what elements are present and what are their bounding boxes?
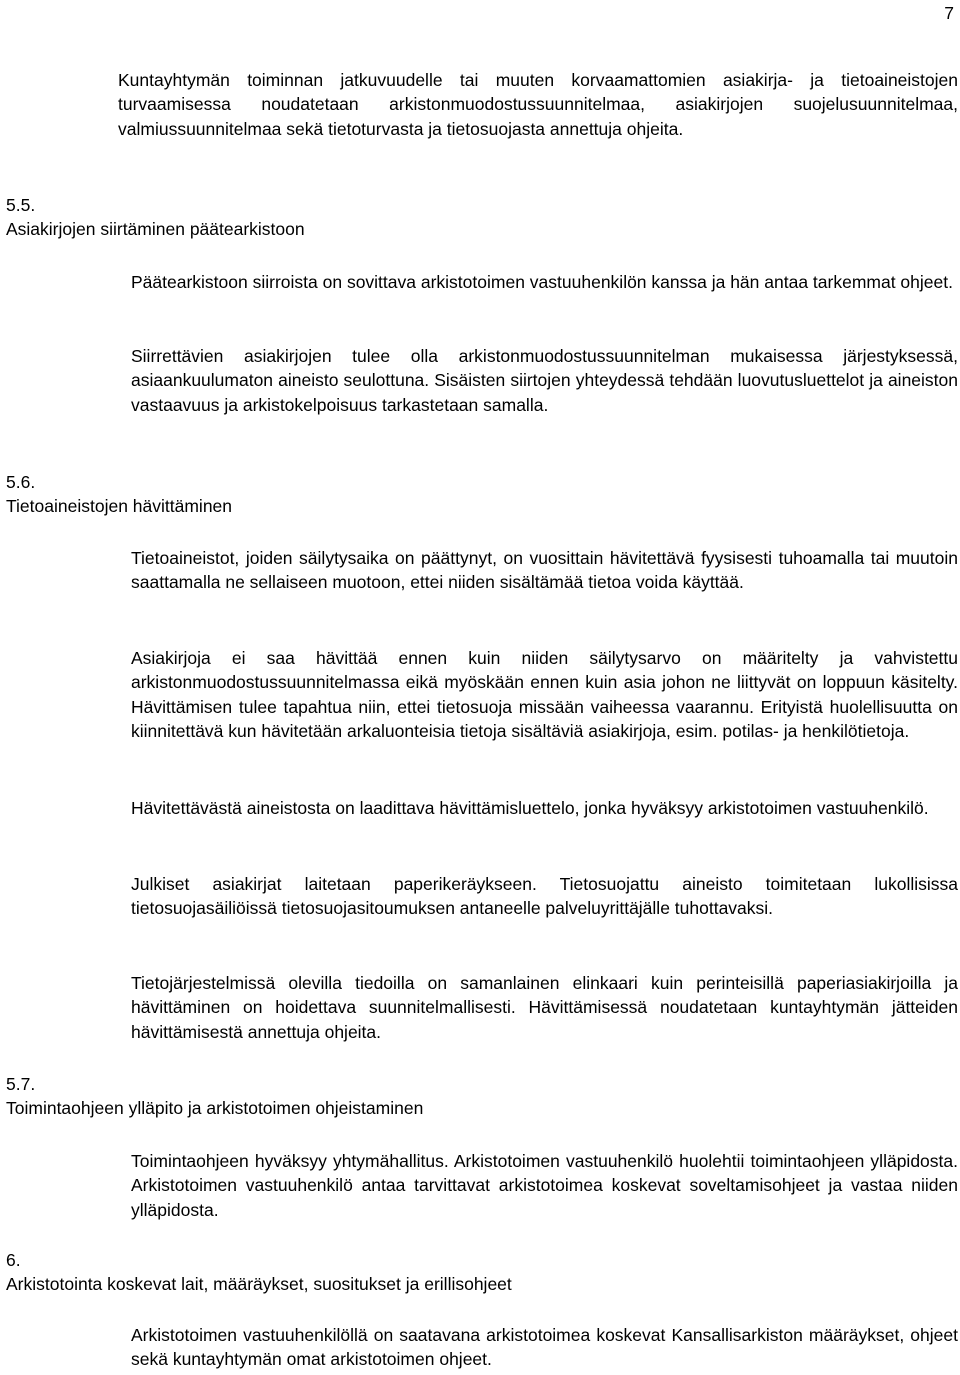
- paragraph: Tietoaineistot, joiden säilytysaika on päättynyt, on vuosittain hävitettävä fyysisesti tuhoamalla tai muutoin saattamalla ne sellaiseen muotoon, ettei niiden sisältämää tietoa voida käyttää.: [131, 548, 958, 593]
- section-heading-6: [6, 1248, 512, 1297]
- paragraph: Julkiset asiakirjat laitetaan paperikeräykseen. Tietosuojattu aineisto toimitetaan lukollisissa tietosuojasäiliöissä tietosuojasitoumuksen antaneelle palveluyrittäjälle tuhottavaksi.: [131, 874, 958, 919]
- section-number: 5.5.: [6, 195, 36, 215]
- paragraph: Toimintaohjeen hyväksyy yhtymähallitus. Arkistotoimen vastuuhenkilö huolehtii toimintaohjeen ylläpidosta. Arkistotoimen vastuuhenkilö antaa tarvittavat arkistotoimea koskevat soveltamisohjeet ja vastaa niiden ylläpidosta.: [131, 1151, 958, 1220]
- paragraph: Tietojärjestelmissä olevilla tiedoilla on samanlainen elinkaari kuin perinteisillä paperiasiakirjoilla ja hävittäminen on hoidettava suunnitelmallisesti. Hävittämisessä noudatetaan kuntayhtymän jätteiden hävittämisestä annettuja ohjeita.: [131, 973, 958, 1042]
- paragraph: Siirrettävien asiakirjojen tulee olla arkistonmuodostussuunnitelman mukaisessa järjestyksessä, asiaankuulumaton aineisto seulottuna. Sisäisten siirtojen yhteydessä tehdään luovutusluettelot ja aineiston vastaavuus ja arkistokelpoisuus tarkastetaan samalla.: [131, 346, 958, 415]
- paragraph: Arkistotoimen vastuuhenkilöllä on saatavana arkistotoimea koskevat Kansallisarkiston määräykset, ohjeet sekä kuntayhtymän omat arkistotoimen ohjeet.: [131, 1325, 958, 1370]
- section-title: Tietoaineistojen hävittäminen: [6, 496, 233, 517]
- section-title: Asiakirjojen siirtäminen päätearkistoon: [6, 219, 305, 240]
- section-heading-5-5: [6, 193, 305, 242]
- section-heading-5-6: [6, 470, 232, 519]
- section-title: Toimintaohjeen ylläpito ja arkistotoimen ohjeistaminen: [6, 1098, 424, 1119]
- paragraph: Päätearkistoon siirroista on sovittava arkistotoimen vastuuhenkilön kanssa ja hän antaa tarkemmat ohjeet.: [131, 272, 953, 292]
- paragraph: Kuntayhtymän toiminnan jatkuvuudelle tai muuten korvaamattomien asiakirja- ja tietoaineistojen turvaamisessa noudatetaan arkistonmuodostussuunnitelmaa, asiakirjojen suojelusuunnitelmaa, valmiussuunnitelmaa sekä tietoturvasta ja tietosuojasta annettuja ohjeita.: [118, 70, 958, 139]
- section-number: 6.: [6, 1250, 21, 1270]
- section-number: 5.7.: [6, 1074, 36, 1094]
- section-number: 5.6.: [6, 472, 36, 492]
- section-heading-5-7: [6, 1072, 423, 1121]
- page-number: 7: [944, 3, 954, 23]
- paragraph: Hävitettävästä aineistosta on laadittava hävittämisluettelo, jonka hyväksyy arkistotoimen vastuuhenkilö.: [131, 798, 929, 818]
- section-title: Arkistotointa koskevat lait, määräykset, suositukset ja erillisohjeet: [6, 1274, 512, 1295]
- paragraph: Asiakirjoja ei saa hävittää ennen kuin niiden säilytysarvo on määritelty ja vahvistettu arkistonmuodostussuunnitelmassa eikä myöskään ennen kuin asia johon ne liittyvät on loppuun käsitelty. Hävittämisen tulee tapahtua niin, ettei tietosuoja missään vaiheessa vaarannu. Erityistä huolellisuutta on kiinnitettävä kun hävitetään arkaluonteisia tietoja sisältäviä asiakirjoja, esim. potilas- ja henkilötietoja.: [131, 648, 958, 742]
